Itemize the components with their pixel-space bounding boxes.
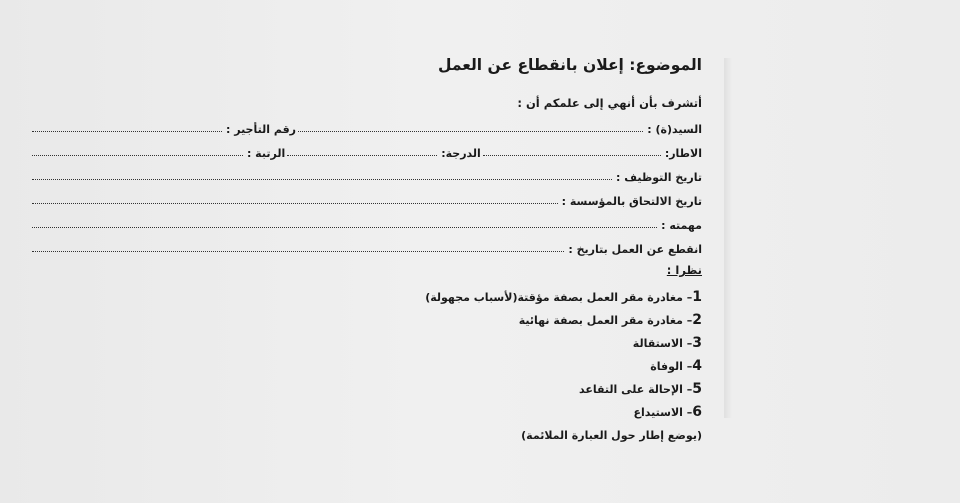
- duty-row: [30, 212, 702, 232]
- intro-text: أتشرف بأن أنهي إلى علمكم أن :: [517, 96, 702, 110]
- joining-date-field[interactable]: [32, 203, 558, 204]
- stop-date-field[interactable]: [32, 251, 564, 252]
- joining-date-row: [30, 188, 702, 208]
- cadre-row: [30, 140, 702, 160]
- instruction-note: (يوضع إطار حول العبارة الملائمة): [521, 429, 702, 442]
- reasons-heading: نظرا :: [666, 263, 702, 277]
- cadre-label: الاطار:: [664, 147, 702, 160]
- joining-date-label: تاريخ الالتحاق بالمؤسسة :: [561, 195, 702, 208]
- rank-field[interactable]: [32, 155, 243, 156]
- grade-field[interactable]: [287, 155, 437, 156]
- name-row: [30, 116, 702, 136]
- reason-item[interactable]: 2– مغادرة مقر العمل بصفة نهائية: [518, 312, 702, 328]
- hiring-date-row: [30, 164, 702, 184]
- reason-item[interactable]: 1– مغادرة مقر العمل بصفة مؤقتة(لأسباب مجهولة): [425, 289, 702, 305]
- name-field[interactable]: [298, 131, 643, 132]
- payroll-label: رقم التأجير :: [226, 123, 297, 136]
- cadre-field[interactable]: [483, 155, 661, 156]
- duty-field[interactable]: [32, 227, 657, 228]
- form-title: الموضوع: إعلان بانقطاع عن العمل: [438, 56, 702, 74]
- stop-date-label: انقطع عن العمل بتاريخ :: [568, 243, 702, 256]
- reasons-list: [425, 286, 702, 424]
- rank-label: الرتبة :: [246, 147, 286, 160]
- name-label: السيد(ة) :: [647, 123, 702, 136]
- stop-date-row: [30, 236, 702, 256]
- reason-item[interactable]: 6– الاستيداع: [633, 404, 702, 420]
- payroll-field[interactable]: [32, 131, 222, 132]
- hiring-date-field[interactable]: [32, 179, 612, 180]
- hiring-date-label: تاريخ التوظيف :: [616, 171, 702, 184]
- duty-label: مهمته :: [661, 219, 702, 232]
- reason-item[interactable]: 4– الوفاة: [650, 358, 702, 374]
- grade-label: الدرجة:: [441, 147, 481, 160]
- reason-item[interactable]: 5– الإحالة على التقاعد: [579, 381, 702, 397]
- reason-item[interactable]: 3– الاستقالة: [632, 335, 702, 351]
